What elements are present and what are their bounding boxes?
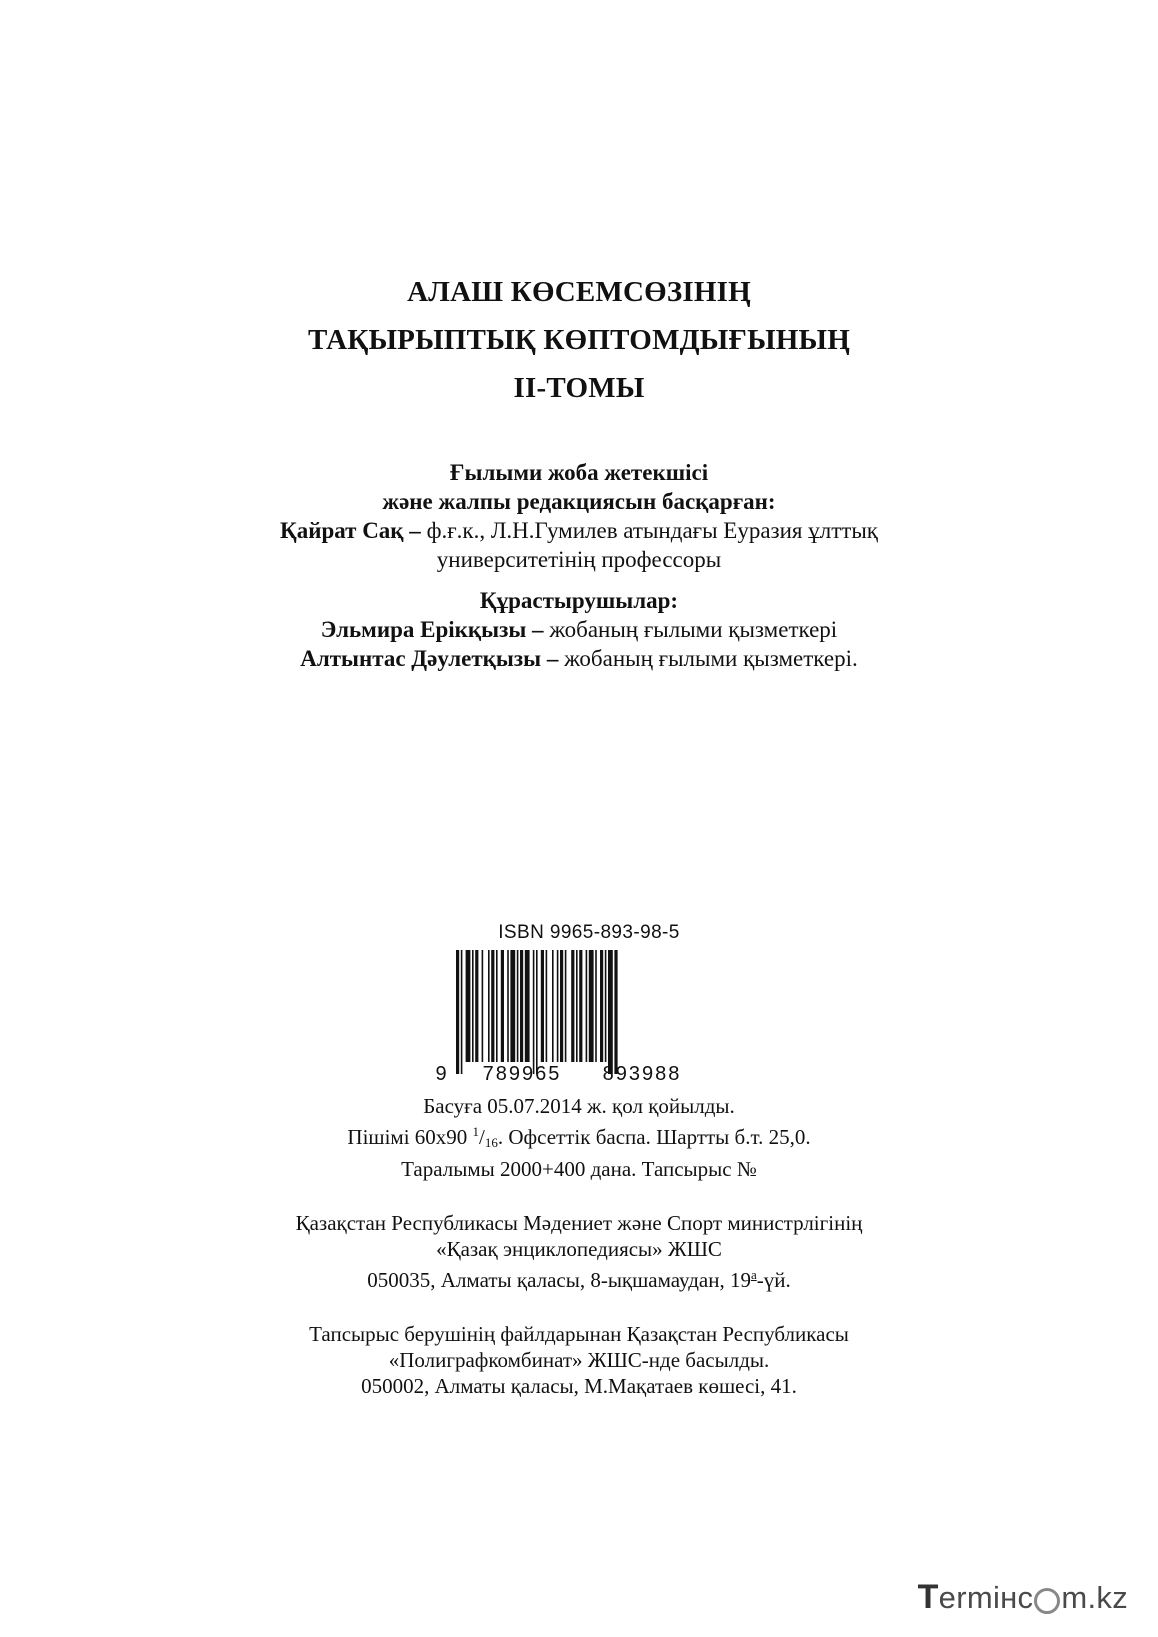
compiler-name: Эльмира Ерікқызы –	[320, 617, 544, 642]
imprint-line-1: Басуға 05.07.2014 ж. қол қойылды.	[423, 1094, 735, 1118]
imprint-line-3: Таралымы 2000+400 дана. Тапсырыс №	[401, 1157, 757, 1181]
barcode-bar	[510, 950, 515, 1062]
imprint-format-pre: Пішімі 60х90	[347, 1125, 473, 1149]
barcode-bar	[461, 950, 463, 1074]
editor-section	[0, 458, 1158, 673]
barcode-bar	[520, 950, 523, 1062]
barcode-bar	[571, 950, 574, 1062]
imprint-section	[0, 1093, 1158, 1399]
editor-heading-2: және жалпы редакциясын басқарған:	[382, 489, 776, 514]
barcode-bar	[507, 950, 509, 1062]
barcode-bar	[533, 950, 535, 1074]
compiler-row	[0, 644, 1158, 673]
compiler-role: жобаның ғылыми қызметкері	[543, 617, 838, 642]
barcode-bar	[525, 950, 530, 1062]
barcode-bar	[472, 950, 474, 1062]
editor-desc-1: ф.ғ.к., Л.Н.Гумилев атындағы Еуразия ұлттық	[420, 518, 878, 543]
barcode-bar	[496, 950, 498, 1062]
barcode-bar	[589, 950, 594, 1062]
publisher-address-sup: а	[750, 1267, 757, 1282]
printer-line-2: «Полиграфкомбинат» ЖШС-нде басылды.	[388, 1348, 770, 1372]
printer-line-1: Тапсырыс берушінің файлдарынан Қазақстан Республикасы	[309, 1322, 849, 1346]
barcode-bar	[605, 950, 607, 1062]
watermark-t: T	[917, 1578, 939, 1616]
barcode-bar	[536, 950, 538, 1074]
barcode-bar	[608, 950, 613, 1074]
barcode-bar	[517, 950, 519, 1062]
barcode-bar	[600, 950, 603, 1062]
barcode-bar	[565, 950, 567, 1062]
imprint-format-num: 1	[472, 1124, 480, 1139]
compiler-name: Алтынтас Дәулетқызы –	[300, 646, 559, 671]
barcode-bar	[586, 950, 588, 1062]
barcode-bar	[482, 950, 484, 1062]
imprint-line-2: Пішімі 60х90 $^1/_{16}$. Офсеттік баспа. Шартты б.т. 25,0.	[347, 1124, 811, 1150]
editor-line	[0, 516, 1158, 545]
barcode-bar	[552, 950, 554, 1062]
printer-line-3: 050002, Алматы қаласы, М.Мақатаев көшесі, 41.	[361, 1374, 797, 1398]
barcode-bar	[466, 950, 471, 1062]
compiler-role: жобаның ғылыми қызметкері.	[558, 646, 858, 671]
barcode-bar	[614, 950, 617, 1074]
editor-name: Қайрат Сақ –	[280, 518, 421, 543]
barcode-bar	[475, 950, 478, 1062]
barcode-digit-first: 9	[435, 1063, 449, 1085]
book-title	[0, 268, 1158, 412]
isbn-label: ISBN 9965-893-98-5	[498, 922, 680, 943]
site-watermark-logo	[918, 1578, 1128, 1617]
barcode-bar	[560, 950, 563, 1062]
watermark-text-1: ermінc	[938, 1579, 1034, 1615]
publisher-line-2: «Қазақ энциклопедиясы» ЖШС	[436, 1237, 722, 1261]
compiler-row	[0, 615, 1158, 644]
barcode-bar	[546, 950, 548, 1062]
imprint-format-post: . Офсеттік баспа. Шартты б.т. 25,0.	[497, 1125, 811, 1149]
publisher-address-pre: 050035, Алматы қаласы, 8-ықшамаудан, 19	[367, 1268, 751, 1292]
editor-heading-1: Ғылыми жоба жетекшісі	[449, 460, 709, 485]
barcode-bar	[557, 950, 559, 1062]
magnifier-icon	[1034, 1588, 1060, 1614]
title-line-1: АЛАШ КӨСЕМСӨЗІНІҢ	[407, 276, 751, 308]
barcode-digits-right: 893988	[602, 1063, 682, 1085]
publisher-line-1: Қазақстан Республикасы Мәдениет және Спорт министрлігінің	[295, 1211, 863, 1235]
publisher-line-3	[0, 1262, 1158, 1293]
barcode-bar	[491, 950, 494, 1062]
barcode-bar	[541, 950, 544, 1062]
barcode-bar	[579, 950, 582, 1062]
barcode-bar	[456, 950, 459, 1074]
isbn-section	[0, 922, 1158, 1088]
barcode-bar	[501, 950, 504, 1062]
barcode-bar	[488, 950, 490, 1062]
barcode-bar	[595, 950, 597, 1062]
barcode-digits-left: 789965	[482, 1063, 562, 1085]
imprint-format-den: 16	[484, 1135, 498, 1150]
compilers-heading: Құрастырушылар:	[479, 588, 679, 613]
barcode	[434, 948, 724, 1088]
editor-desc-2: университетінің профессоры	[436, 547, 722, 572]
watermark-text-2: m.kz	[1061, 1579, 1128, 1615]
publisher-address-post: -үй.	[756, 1268, 791, 1292]
title-line-2: ТАҚЫРЫПТЫҚ КӨПТОМДЫҒЫНЫҢ	[308, 324, 850, 356]
barcode-bar	[576, 950, 578, 1062]
title-line-3: ІІ-ТОМЫ	[513, 372, 645, 404]
